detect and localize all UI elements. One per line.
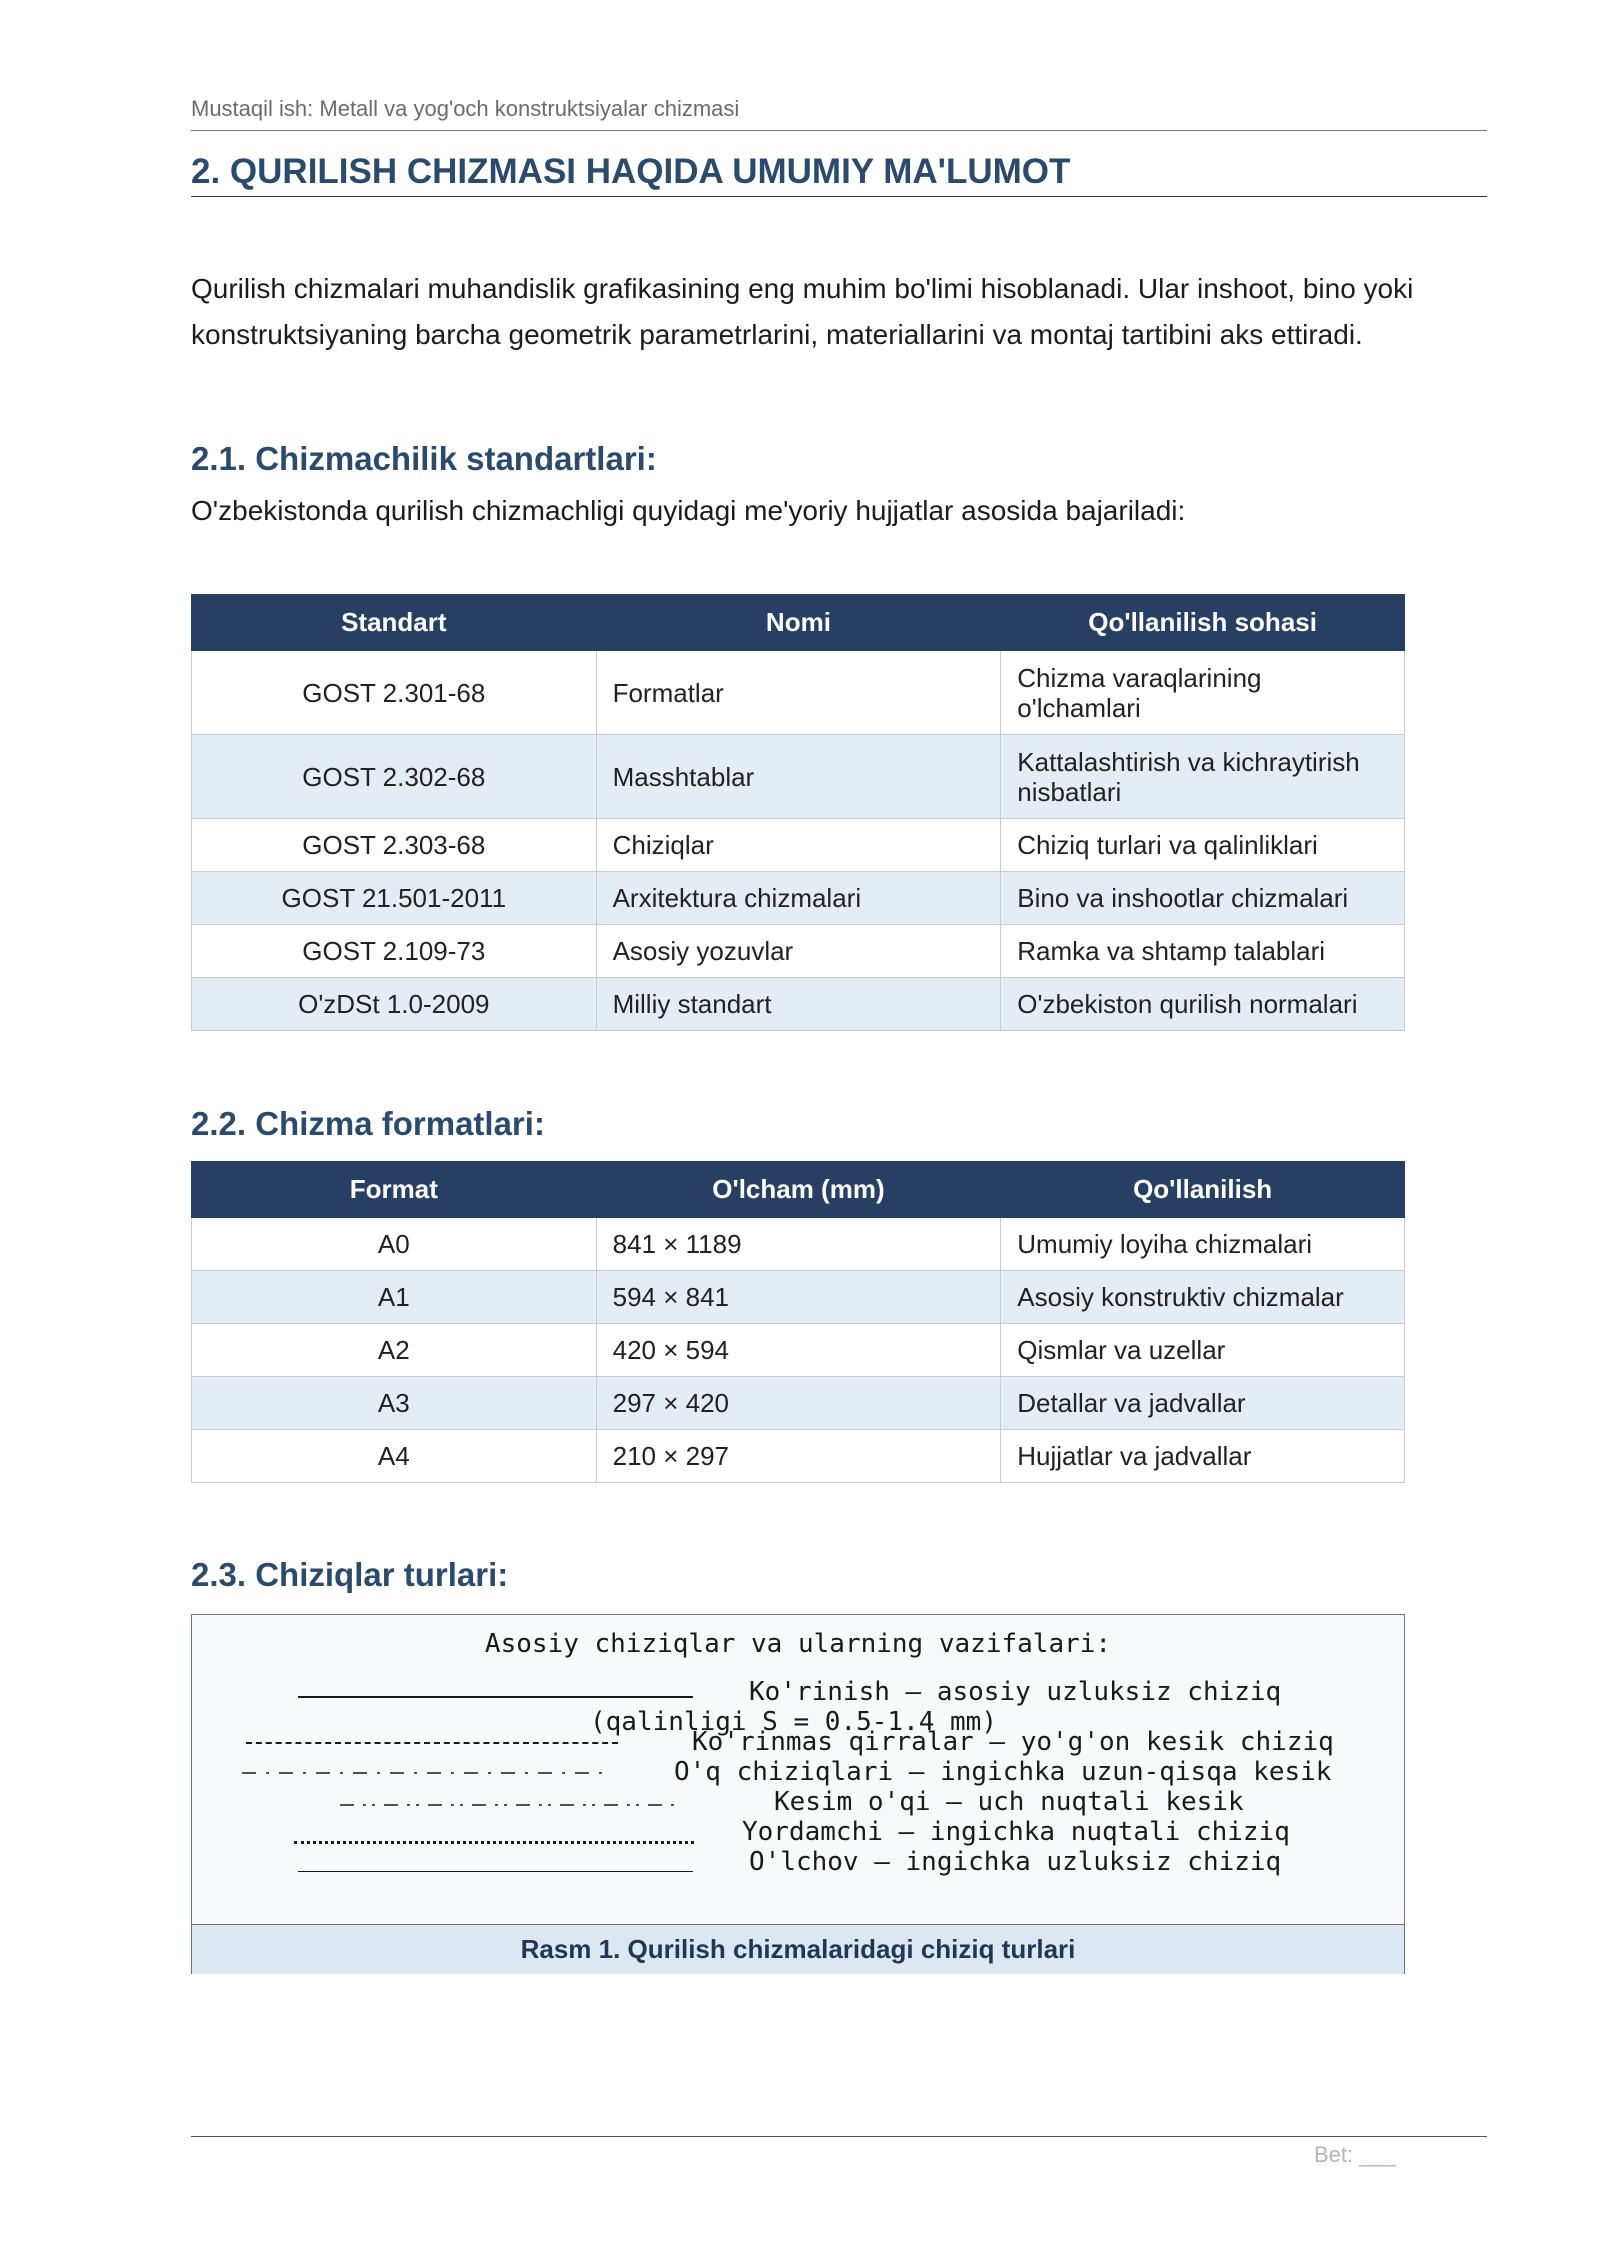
format-size: 594 × 841	[596, 1271, 1001, 1324]
dash-double-dot-line-sample	[340, 1797, 680, 1809]
figure-body	[192, 1615, 1404, 1923]
column-header: Qo'llanilish	[1001, 1162, 1405, 1218]
column-header: Nomi	[596, 595, 1001, 651]
format-usage: Asosiy konstruktiv chizmalar	[1001, 1271, 1405, 1324]
standards-heading: 2.1. Chizmachilik standartlari:	[191, 440, 657, 477]
line-note: (qalinligi S = 0.5-1.4 mm)	[590, 1707, 997, 1737]
format-size: 297 × 420	[596, 1377, 1001, 1430]
standard-name: Formatlar	[596, 651, 1001, 735]
figure-title: Asosiy chiziqlar va ularning vazifalari:	[484, 1629, 1112, 1659]
dashed-line-sample	[246, 1742, 618, 1744]
table-header-row	[192, 1162, 1405, 1218]
section-title: 2. QURILISH CHIZMASI HAQIDA UMUMIY MA'LUMOT	[191, 152, 1487, 197]
lines-heading: 2.3. Chiziqlar turlari:	[191, 1556, 509, 1593]
table-row	[192, 735, 1405, 819]
table-row	[192, 819, 1405, 872]
thin-solid-line-sample	[298, 1871, 693, 1872]
format-usage: Qismlar va uzellar	[1001, 1324, 1405, 1377]
standard-scope: O'zbekiston qurilish normalari	[1001, 978, 1405, 1031]
table-row	[192, 1324, 1405, 1377]
format-size: 841 × 1189	[596, 1218, 1001, 1271]
format-usage: Hujjatlar va jadvallar	[1001, 1430, 1405, 1483]
standard-name: Asosiy yozuvlar	[596, 925, 1001, 978]
table-row	[192, 1218, 1405, 1271]
figure-caption: Rasm 1. Qurilish chizmalaridagi chiziq turlari	[192, 1924, 1404, 1974]
standard-code: GOST 2.302-68	[192, 735, 597, 819]
line-label: Yordamchi — ingichka nuqtali chiziq	[742, 1817, 1290, 1847]
dash-dot-line-sample	[242, 1765, 612, 1777]
line-label: Ko'rinmas qirralar — yo'g'on kesik chiziq	[692, 1727, 1334, 1757]
line-types-figure	[191, 1614, 1405, 1974]
format-code: A3	[192, 1377, 597, 1430]
standard-name: Milliy standart	[596, 978, 1001, 1031]
table-row	[192, 1430, 1405, 1483]
table-header-row	[192, 595, 1405, 651]
standard-name: Arxitektura chizmalari	[596, 872, 1001, 925]
footer-rule	[191, 2136, 1487, 2137]
standard-name: Chiziqlar	[596, 819, 1001, 872]
table-row	[192, 872, 1405, 925]
table-row	[192, 1271, 1405, 1324]
standard-name: Masshtablar	[596, 735, 1001, 819]
format-size: 210 × 297	[596, 1430, 1001, 1483]
standard-scope: Bino va inshootlar chizmalari	[1001, 872, 1405, 925]
dotted-line-sample	[294, 1841, 694, 1844]
standard-scope: Ramka va shtamp talablari	[1001, 925, 1405, 978]
line-label: O'lchov — ingichka uzluksiz chiziq	[749, 1847, 1282, 1877]
standard-scope: Chiziq turlari va qalinliklari	[1001, 819, 1405, 872]
table-row	[192, 651, 1405, 735]
solid-line-sample	[298, 1696, 693, 1698]
standard-scope: Kattalashtirish va kichraytirish nisbatlari	[1001, 735, 1405, 819]
table-row	[192, 978, 1405, 1031]
format-usage: Umumiy loyiha chizmalari	[1001, 1218, 1405, 1271]
page-number: Bet: ___	[1314, 2142, 1396, 2167]
standard-scope: Chizma varaqlarining o'lchamlari	[1001, 651, 1405, 735]
intro-paragraph: Qurilish chizmalari muhandislik grafikasining eng muhim bo'limi hisoblanadi. Ular inshoot, bino yoki konstruktsiyaning barcha geometrik parametrlarini, materiallarini va montaj tartibini aks ettiradi.	[191, 273, 1414, 350]
column-header: Format	[192, 1162, 597, 1218]
formats-table	[191, 1161, 1405, 1483]
formats-heading: 2.2. Chizma formatlari:	[191, 1105, 545, 1142]
format-code: A4	[192, 1430, 597, 1483]
running-header: Mustaqil ish: Metall va yog'och konstruktsiyalar chizmasi	[191, 96, 1487, 131]
column-header: Qo'llanilish sohasi	[1001, 595, 1405, 651]
column-header: Standart	[192, 595, 597, 651]
format-size: 420 × 594	[596, 1324, 1001, 1377]
format-code: A1	[192, 1271, 597, 1324]
column-header: O'lcham (mm)	[596, 1162, 1001, 1218]
format-code: A2	[192, 1324, 597, 1377]
standard-code: GOST 2.301-68	[192, 651, 597, 735]
format-code: A0	[192, 1218, 597, 1271]
standard-code: GOST 21.501-2011	[192, 872, 597, 925]
standard-code: GOST 2.303-68	[192, 819, 597, 872]
line-label: Ko'rinish — asosiy uzluksiz chiziq	[749, 1677, 1282, 1707]
line-label: Kesim o'qi — uch nuqtali kesik	[774, 1787, 1244, 1817]
standards-table	[191, 594, 1405, 1031]
standard-code: GOST 2.109-73	[192, 925, 597, 978]
format-usage: Detallar va jadvallar	[1001, 1377, 1405, 1430]
standards-lead: O'zbekistonda qurilish chizmachligi quyidagi me'yoriy hujjatlar asosida bajariladi:	[191, 495, 1186, 526]
table-row	[192, 925, 1405, 978]
line-label: O'q chiziqlari — ingichka uzun-qisqa kesik	[674, 1757, 1332, 1787]
table-row	[192, 1377, 1405, 1430]
document-page	[191, 0, 1487, 2262]
standard-code: O'zDSt 1.0-2009	[192, 978, 597, 1031]
